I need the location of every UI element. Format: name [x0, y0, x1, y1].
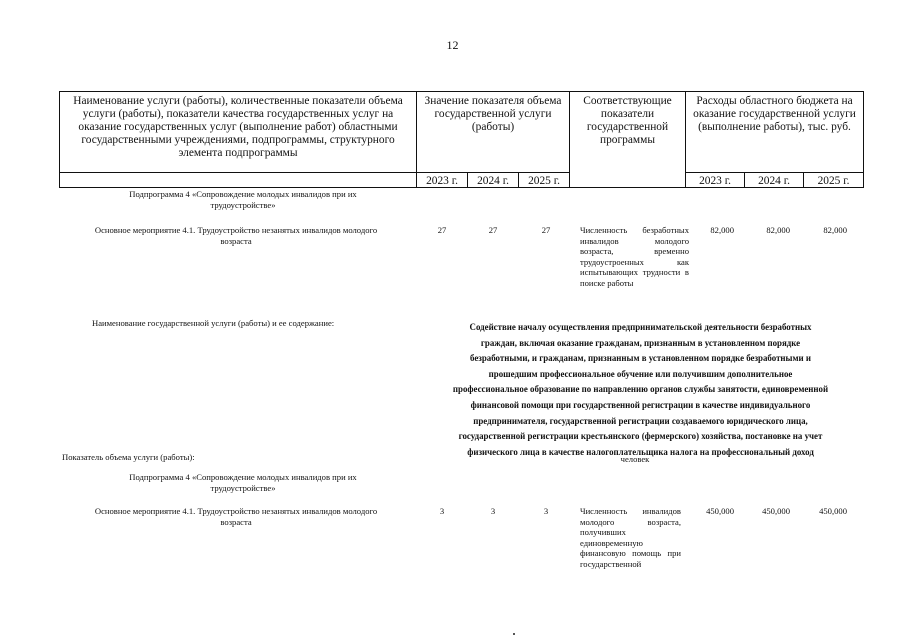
service-content-line: прошедшим профессиональное обучение или получившим дополнительное [488, 368, 793, 379]
value-2025: 3 [543, 506, 549, 516]
header-year-2023: 2023 г. [417, 173, 468, 188]
header-budget-year-2023: 2023 г. [686, 173, 745, 188]
value-2023: 3 [439, 506, 445, 516]
header-value-column: Значение показателя объема государственной услуги (работы) [417, 92, 570, 173]
service-content-line: государственной регистрации крестьянского (фермерского) хозяйства, постановке на учет [458, 431, 823, 442]
table-header [59, 91, 864, 188]
page-number: 12 [446, 38, 459, 52]
service-content-line: граждан, включая оказание гражданам, признанным в установленном порядке [480, 337, 801, 348]
header-year-2025: 2025 г. [519, 173, 570, 188]
indicator-text: Численность безработных инвалидов молодого возраста, временно трудоустроенных как испытывающих трудности в поиске работы [580, 225, 689, 288]
volume-unit: человек [620, 454, 650, 464]
value-2025: 27 [541, 225, 551, 235]
service-content-line: финансовой помощи при государственной регистрации в качестве индивидуального [470, 399, 811, 410]
subprogram-title: Подпрограмма 4 «Сопровождение молодых инвалидов при их трудоустройстве» [129, 472, 357, 493]
value-2023: 27 [437, 225, 447, 235]
header-name-bottom-cell [60, 173, 417, 188]
value-2024: 3 [490, 506, 496, 516]
budget-2023: 82,000 [710, 225, 734, 235]
header-budget-year-2024: 2024 г. [745, 173, 804, 188]
service-content-line: физического лица в качестве налогоплательщика налога на профессиональный доход [467, 446, 814, 457]
header-budget-column: Расходы областного бюджета на оказание государственной услуги (выполнение работы), тыс. руб. [686, 92, 864, 173]
service-content-line: профессиональное образование по направлению органов службы занятости, единовременной [452, 384, 829, 395]
budget-2025: 82,000 [823, 225, 847, 235]
volume-label: Показатель объема услуги (работы): [62, 452, 195, 462]
budget-2024: 450,000 [762, 506, 790, 516]
header-budget-year-2025: 2025 г. [804, 173, 864, 188]
service-content [418, 320, 863, 460]
service-content-line: безработными, и гражданам, признанным в установленном порядке безработными и [470, 353, 811, 364]
budget-2024: 82,000 [766, 225, 790, 235]
service-content-line: предпринимателя, государственной регистрации создаваемого юридического лица, [473, 415, 808, 426]
header-name-column: Наименование услуги (работы), количественные показатели объема услуги (работы), показатели качества государственных услуг на оказание государственных услуг (выполнение работ) областными государственными учреждениями, подпрограммы, структурного элемента подпрограммы [60, 92, 417, 173]
budget-2025: 450,000 [819, 506, 847, 516]
header-indicators-column: Соответствующие показатели государственной программы [570, 92, 686, 188]
main-measure-title: Основное мероприятие 4.1. Трудоустройство незанятых инвалидов молодого возраста [94, 506, 378, 527]
main-measure-title: Основное мероприятие 4.1. Трудоустройство незанятых инвалидов молодого возраста [94, 225, 378, 246]
indicator-text: Численность инвалидов молодого возраста, получивших единовременную финансовую помощь при государственной [580, 506, 681, 569]
header-year-2024: 2024 г. [468, 173, 519, 188]
budget-2023: 450,000 [706, 506, 734, 516]
scan-artifact [513, 633, 515, 635]
service-content-line: Содействие началу осуществления предпринимательской деятельности безработных [469, 322, 812, 332]
subprogram-title: Подпрограмма 4 «Сопровождение молодых инвалидов при их трудоустройстве» [129, 189, 357, 210]
service-label: Наименование государственной услуги (работы) и ее содержание: [92, 318, 335, 328]
value-2024: 27 [488, 225, 498, 235]
